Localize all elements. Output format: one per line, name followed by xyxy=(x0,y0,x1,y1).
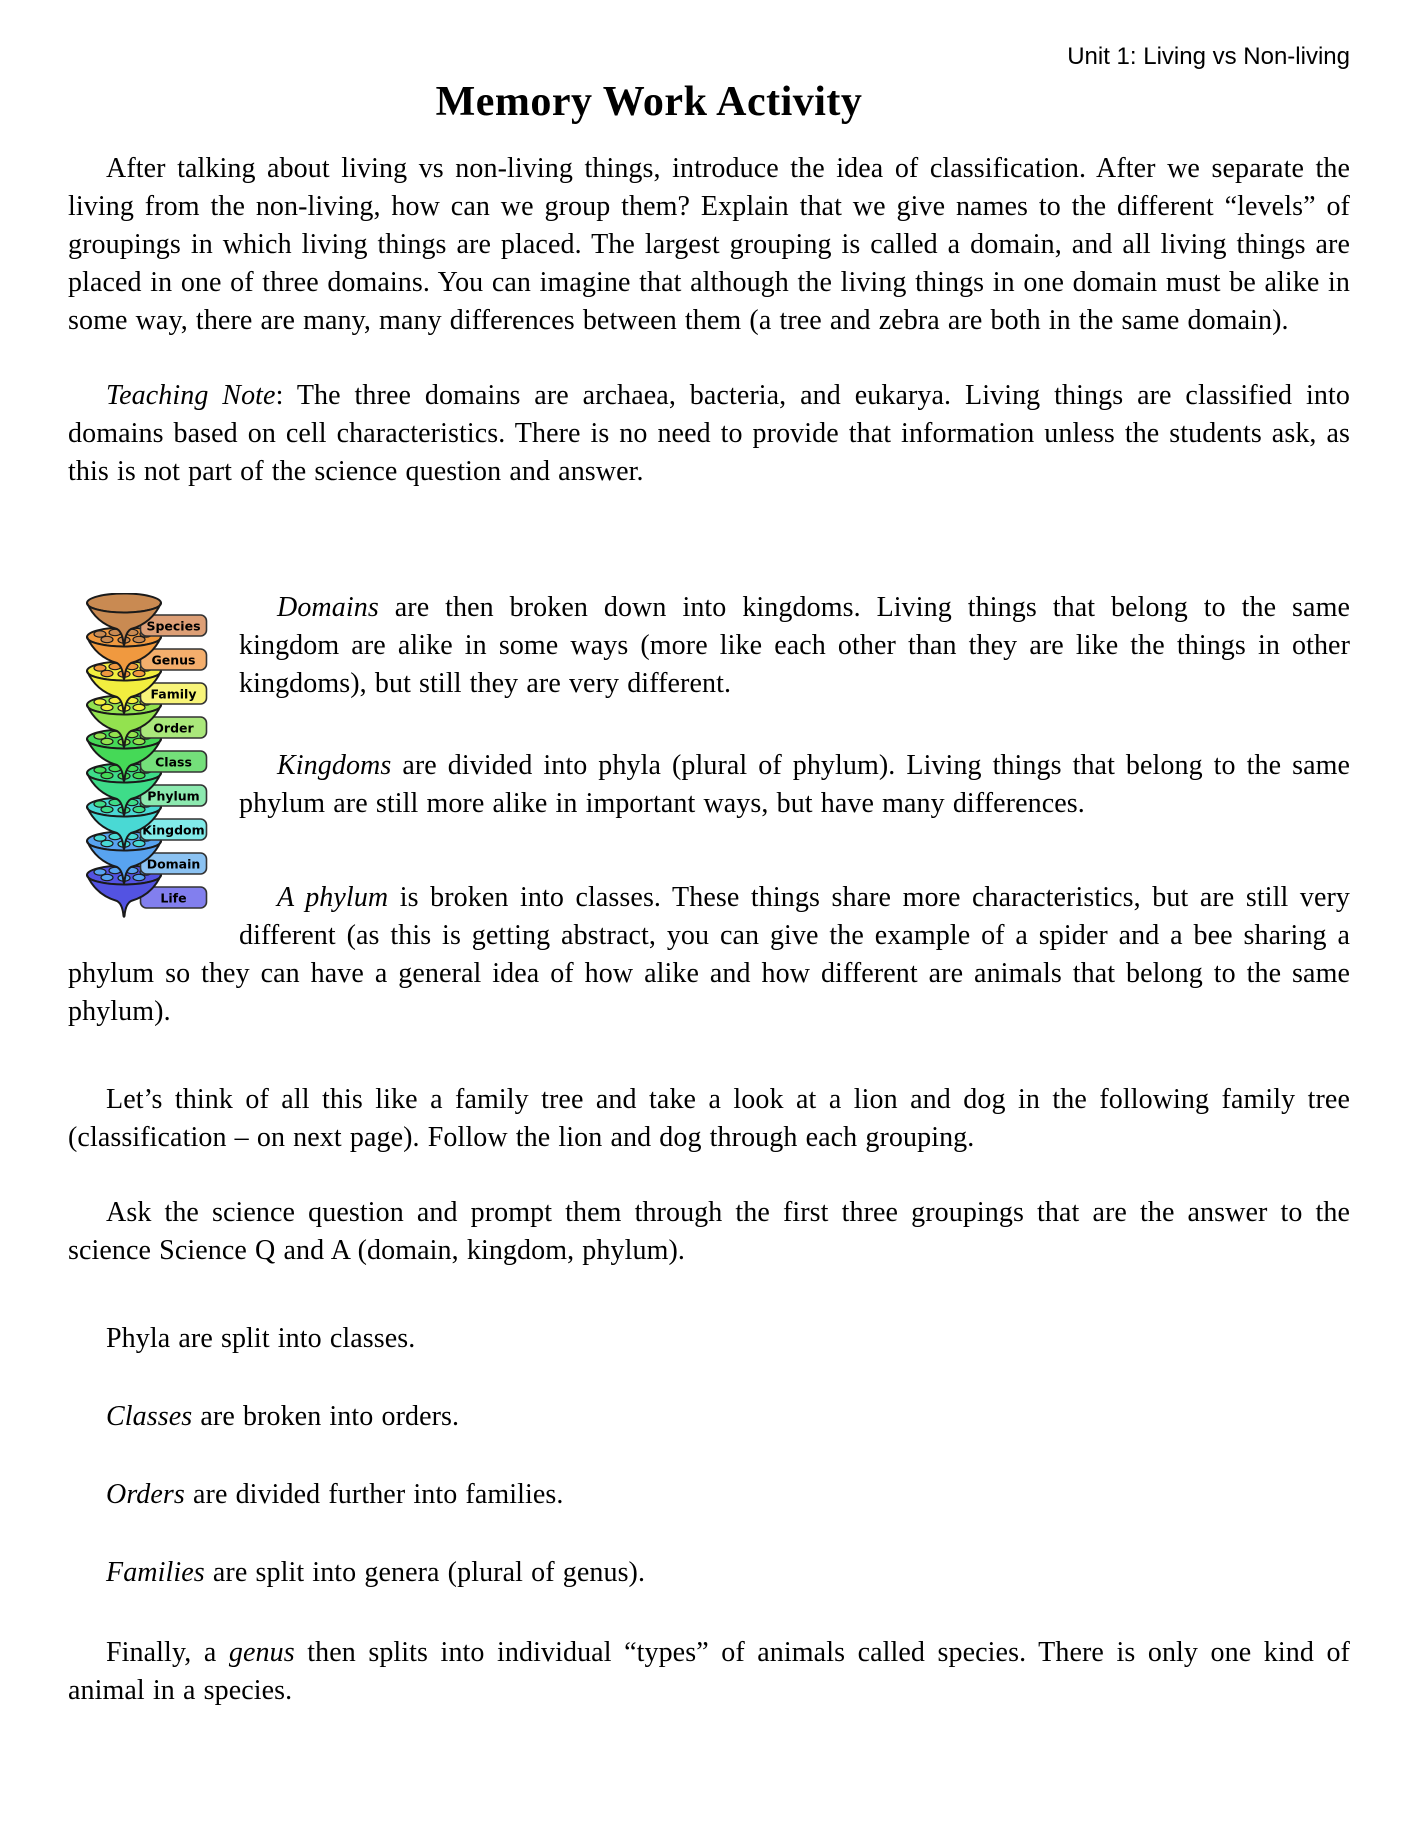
text-run: are divided further into families. xyxy=(184,1479,564,1510)
text-run: then splits into individual “types” of animals called species. There is only one kind of animal in a species. xyxy=(68,1637,1350,1706)
paragraph-phylum xyxy=(68,879,1350,1031)
text-run: are split into genera (plural of genus). xyxy=(204,1557,646,1588)
paragraph-genus-species xyxy=(68,1634,1350,1710)
italic-text-run: Teaching Note xyxy=(106,380,276,411)
funnel-label-text: Phylum xyxy=(147,788,200,804)
funnel-label-text: Order xyxy=(153,720,194,736)
funnel-item-dot xyxy=(101,738,113,744)
italic-text-run: Kingdoms xyxy=(277,750,392,781)
classification-funnel-diagram xyxy=(68,593,227,923)
funnel-label-text: Kingdom xyxy=(142,822,205,838)
funnel-label-text: Domain xyxy=(146,856,201,872)
italic-text-run: A phylum xyxy=(277,882,389,913)
text-run: Finally, a xyxy=(106,1637,229,1668)
paragraph-intro xyxy=(68,150,1350,340)
funnel-item-dot xyxy=(133,806,145,812)
paragraph-orders-families xyxy=(68,1476,1350,1514)
italic-text-run: Domains xyxy=(277,592,379,623)
text-run: are then broken down into kingdoms. Living things that belong to the same kingdom are alike in some ways (more like each other than they are like the things in other kingdoms), but still they are very different. xyxy=(239,592,1350,699)
paragraph-classes-orders xyxy=(68,1398,1350,1436)
funnel-diagram-svg xyxy=(84,593,209,923)
italic-text-run: genus xyxy=(228,1637,295,1668)
funnel-item-dot xyxy=(101,704,113,710)
funnel-item-dot xyxy=(101,636,113,642)
diagram-section xyxy=(68,589,1350,1031)
text-run: are divided into phyla (plural of phylum). Living things that belong to the same phylum are still more alike in important ways, but have many differences. xyxy=(239,750,1350,819)
funnel-item-dot xyxy=(133,636,145,642)
funnel-item-dot xyxy=(133,772,145,778)
text-run: : The three domains are archaea, bacteria, and eukarya. Living things are classified into domains based on cell characteristics. There is no need to provide that information unless the students ask, as this is not part of the science question and answer. xyxy=(68,380,1350,487)
funnel-item-dot xyxy=(101,874,113,880)
funnel-item-dot xyxy=(133,704,145,710)
italic-text-run: Families xyxy=(106,1557,205,1588)
paragraph-families-genera xyxy=(68,1554,1350,1592)
paragraph-phyla-classes xyxy=(68,1320,1350,1358)
text-run: are broken into orders. xyxy=(192,1401,460,1432)
text-run: After talking about living vs non-living things, introduce the idea of classification. After we separate the living from the non-living, how can we group them? Explain that we give names to the different “levels” of groupings in which living things are placed. The largest grouping is called a domain, and all living things are placed in one of three domains. You can imagine that although the living things in one domain must be alike in some way, there are many, many differences between them (a tree and zebra are both in the same domain). xyxy=(68,153,1350,336)
paragraph-kingdoms xyxy=(68,747,1350,823)
funnel-label-text: Class xyxy=(155,754,192,770)
funnel-label-text: Life xyxy=(160,890,187,906)
text-run: Ask the science question and prompt them through the first three groupings that are the answer to the science Science Q and A (domain, kingdom, phylum). xyxy=(68,1197,1350,1266)
paragraph-family-tree xyxy=(68,1081,1350,1157)
funnel-item-dot xyxy=(101,840,113,846)
funnel-item-dot xyxy=(133,670,145,676)
page-title: Memory Work Activity xyxy=(435,79,863,125)
paragraph-science-question xyxy=(68,1194,1350,1270)
text-run: Phyla are split into classes. xyxy=(106,1323,416,1354)
text-run: Let’s think of all this like a family tree and take a look at a lion and dog in the following family tree (classification – on next page). Follow the lion and dog through each grouping. xyxy=(68,1084,1350,1153)
funnel-item-dot xyxy=(101,670,113,676)
funnel-item-dot xyxy=(101,806,113,812)
funnel-item-dot xyxy=(133,840,145,846)
funnel-label-text: Family xyxy=(150,686,197,702)
funnel-item-dot xyxy=(101,772,113,778)
paragraph-teaching-note xyxy=(68,377,1350,491)
funnel-label-text: Genus xyxy=(151,652,196,668)
italic-text-run: Classes xyxy=(106,1401,193,1432)
funnel-item-dot xyxy=(133,738,145,744)
funnel-label-text: Species xyxy=(146,618,201,634)
text-run: is broken into classes. These things share more characteristics, but are still very different (as this is getting abstract, you can give the example of a spider and a bee sharing a phylum so they can have a general idea of how alike and how different are animals that belong to the same phylum). xyxy=(68,882,1351,1027)
paragraph-domains xyxy=(68,589,1350,703)
funnel-item-dot xyxy=(133,874,145,880)
unit-header: Unit 1: Living vs Non-living xyxy=(1067,43,1350,70)
italic-text-run: Orders xyxy=(106,1479,185,1510)
